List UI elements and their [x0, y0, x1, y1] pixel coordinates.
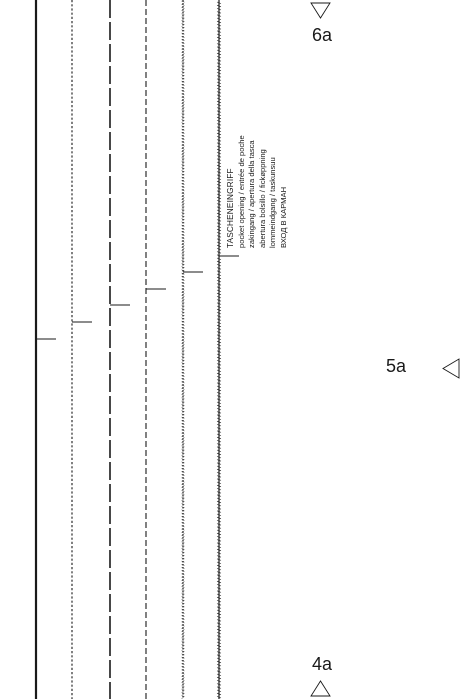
cross-mark — [182, 203, 185, 204]
cross-mark — [182, 583, 185, 584]
cross-mark — [182, 59, 185, 60]
notch-triangle-5a — [443, 359, 459, 378]
cross-mark — [182, 110, 185, 111]
cross-mark — [182, 391, 185, 392]
pocket-opening-line: abertura bolsillo / fickøppning — [257, 149, 267, 248]
cross-mark — [182, 494, 185, 495]
cross-mark — [182, 7, 185, 8]
cross-mark — [182, 638, 185, 639]
cross-mark — [182, 631, 185, 632]
cross-mark — [182, 103, 185, 104]
pocket-opening-line: zakingang / apertura della tasca — [247, 140, 257, 248]
cross-mark — [182, 491, 185, 492]
cross-mark — [182, 155, 185, 156]
cross-mark — [182, 107, 185, 108]
cross-mark — [182, 535, 185, 536]
cross-mark — [182, 446, 185, 447]
pocket-opening-title: TASCHENEINGRIFF — [226, 168, 235, 248]
cross-mark — [182, 439, 185, 440]
notch-triangle-4a — [311, 681, 330, 696]
cross-mark — [182, 254, 185, 255]
cross-mark — [182, 398, 185, 399]
notch-label-4a: 4a — [312, 654, 333, 674]
cross-mark — [182, 199, 185, 200]
cross-mark — [182, 590, 185, 591]
pocket-opening-line: ВХОД В КАРМАН — [278, 186, 288, 248]
cross-mark — [182, 347, 185, 348]
notch-label-5a: 5a — [386, 356, 407, 376]
cross-mark — [182, 247, 185, 248]
cross-mark — [182, 539, 185, 540]
cross-mark — [182, 299, 185, 300]
cross-mark — [182, 679, 185, 680]
cross-mark — [182, 350, 185, 351]
pocket-opening-line: lommeindgang / taskunsuu — [268, 157, 278, 248]
cross-mark — [182, 158, 185, 159]
cross-mark — [182, 295, 185, 296]
cross-mark — [182, 683, 185, 684]
cross-mark — [182, 635, 185, 636]
pocket-opening-label — [226, 135, 290, 248]
cross-mark — [182, 11, 185, 12]
cross-mark — [182, 206, 185, 207]
cross-mark — [182, 55, 185, 56]
notch-label-6a: 6a — [312, 25, 333, 45]
pocket-opening-line: pocket opening / entrée de poche — [236, 135, 246, 248]
cross-mark — [182, 686, 185, 687]
cross-mark — [182, 443, 185, 444]
cross-mark — [182, 587, 185, 588]
cross-mark — [182, 487, 185, 488]
cross-mark — [182, 395, 185, 396]
cross-mark — [182, 151, 185, 152]
cross-mark — [182, 14, 185, 15]
cross-mark — [182, 343, 185, 344]
cross-mark — [182, 542, 185, 543]
cross-mark — [182, 251, 185, 252]
cross-mark — [182, 302, 185, 303]
cross-mark — [182, 62, 185, 63]
notch-triangle-6a — [311, 3, 330, 18]
